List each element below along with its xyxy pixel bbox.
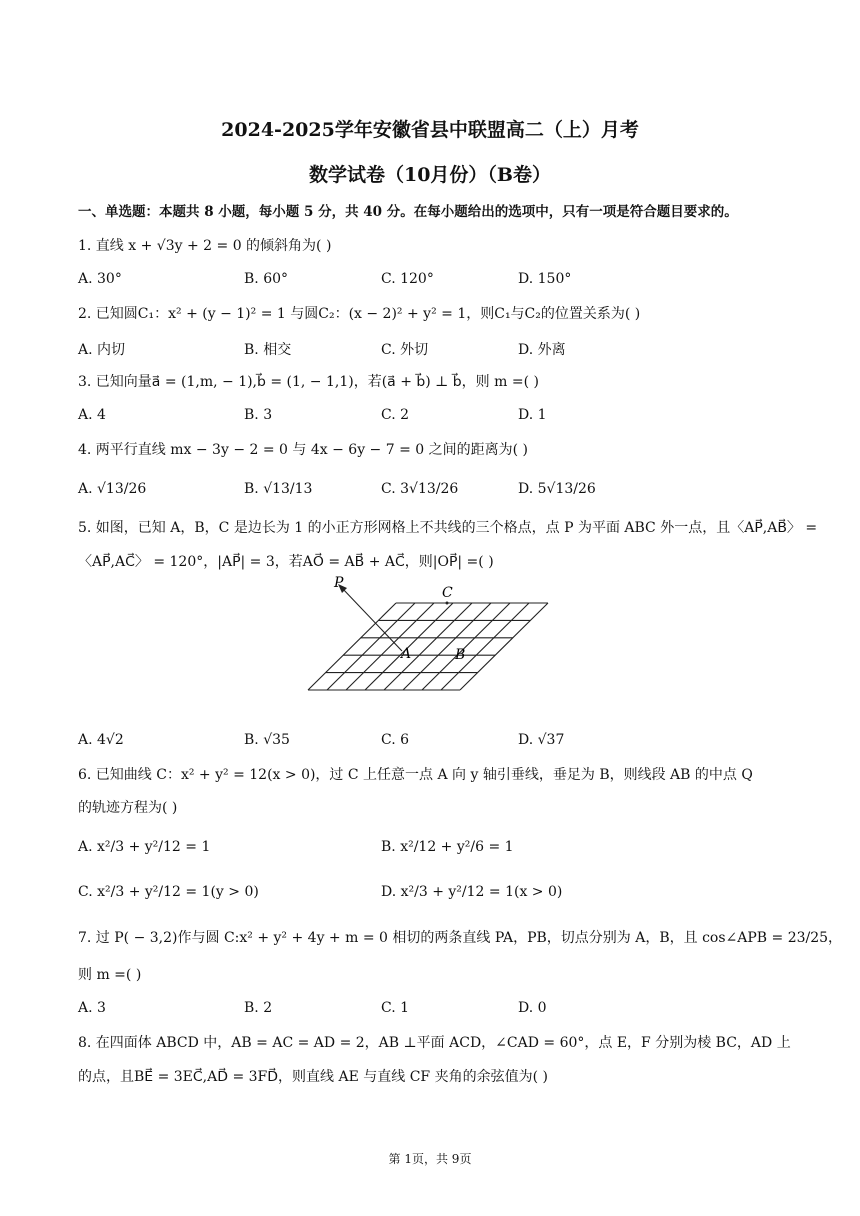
question-1-option-d: D. 150° bbox=[518, 271, 572, 287]
section-heading: 一、单选题：本题共 8 小题，每小题 5 分，共 40 分。在每小题给出的选项中，只有一项是符合题目要求的。 bbox=[78, 204, 738, 220]
question-2-option-b: B. 相交 bbox=[244, 342, 292, 358]
question-5-option-b: B. √35 bbox=[244, 732, 290, 748]
question-5-stem-line1: 5. 如图，已知 A，B，C 是边长为 1 的小正方形网格上不共线的三个格点，点 P 为平面 ABC 外一点，且〈AP⃗,AB⃗〉 = bbox=[78, 520, 818, 536]
question-7-stem-line1: 7. 过 P( − 3,2)作与圆 C:x² + y² + 4y + m = 0 相切的两条直线 PA，PB，切点分别为 A，B，且 cos∠APB = 23/25， bbox=[78, 930, 843, 946]
question-1-option-c: C. 120° bbox=[381, 271, 434, 287]
question-6-stem-line1: 6. 已知曲线 C：x² + y² = 12(x > 0)，过 C 上任意一点 A 向 y 轴引垂线，垂足为 B，则线段 AB 的中点 Q bbox=[78, 767, 753, 783]
question-1-option-b: B. 60° bbox=[244, 271, 289, 287]
exam-title-line2: 数学试卷（10月份）（B卷） bbox=[308, 164, 551, 186]
question-8-stem-line2: 的点，且BE⃗ = 3EC⃗,AD⃗ = 3FD⃗，则直线 AE 与直线 CF 夹角的余弦值为( ) bbox=[78, 1069, 548, 1085]
question-4-option-d: D. 5√13/26 bbox=[518, 481, 596, 497]
question-8-stem-line1: 8. 在四面体 ABCD 中，AB = AC = AD = 2，AB ⊥平面 ACD，∠CAD = 60°，点 E，F 分别为棱 BC，AD 上 bbox=[78, 1035, 791, 1051]
question-6-option-b: B. x²/12 + y²/6 = 1 bbox=[381, 839, 514, 855]
question-2-option-d: D. 外离 bbox=[518, 342, 566, 358]
label-p: P bbox=[334, 575, 344, 591]
question-2-option-a: A. 内切 bbox=[78, 342, 126, 358]
grid-column-line bbox=[460, 603, 548, 690]
question-1-stem: 1. 直线 x + √3y + 2 = 0 的倾斜角为( ) bbox=[78, 238, 332, 254]
question-5-option-d: D. √37 bbox=[518, 732, 565, 748]
page-number: 第 1页，共 9页 bbox=[388, 1152, 472, 1166]
question-1-option-a: A. 30° bbox=[78, 271, 122, 287]
question-3-option-d: D. 1 bbox=[518, 407, 547, 423]
label-a: A bbox=[401, 646, 412, 662]
question-2-stem: 2. 已知圆C₁：x² + (y − 1)² = 1 与圆C₂：(x − 2)² + y² = 1，则C₁与C₂的位置关系为( ) bbox=[78, 306, 641, 322]
grid-column-line bbox=[403, 603, 491, 690]
grid-column-line bbox=[346, 603, 434, 690]
question-7-option-d: D. 0 bbox=[518, 1000, 547, 1016]
label-b: B bbox=[455, 647, 466, 663]
vector-ap-arrow bbox=[342, 588, 402, 651]
question-4-option-a: A. √13/26 bbox=[78, 481, 147, 497]
question-5-stem-line2: 〈AP⃗,AC⃗〉 = 120°，|AP⃗| = 3，若AO⃗ = AB⃗ + AC⃗，则|OP⃗| =( ) bbox=[78, 554, 494, 570]
question-6-option-c: C. x²/3 + y²/12 = 1(y > 0) bbox=[78, 884, 259, 900]
label-c: C bbox=[442, 585, 453, 601]
question-3-stem: 3. 已知向量a⃗ = (1,m, − 1),b⃗ = (1, − 1,1)，若(a⃗ + b⃗) ⊥ b⃗，则 m =( ) bbox=[78, 374, 539, 390]
grid-column-line bbox=[308, 603, 396, 690]
grid-column-line bbox=[422, 603, 510, 690]
question-7-option-c: C. 1 bbox=[381, 1000, 410, 1016]
question-5-grid-figure bbox=[300, 572, 560, 697]
question-4-option-c: C. 3√13/26 bbox=[381, 481, 459, 497]
point-c-dot bbox=[446, 602, 449, 605]
question-3-option-c: C. 2 bbox=[381, 407, 410, 423]
question-4-stem: 4. 两平行直线 mx − 3y − 2 = 0 与 4x − 6y − 7 = 0 之间的距离为( ) bbox=[78, 442, 529, 458]
question-6-option-d: D. x²/3 + y²/12 = 1(x > 0) bbox=[381, 884, 563, 900]
question-6-option-a: A. x²/3 + y²/12 = 1 bbox=[78, 839, 211, 855]
question-7-option-b: B. 2 bbox=[244, 1000, 273, 1016]
exam-title-line1: 2024-2025学年安徽省县中联盟高二（上）月考 bbox=[221, 119, 639, 141]
question-5-option-c: C. 6 bbox=[381, 732, 410, 748]
question-5-option-a: A. 4√2 bbox=[78, 732, 124, 748]
question-4-option-b: B. √13/13 bbox=[244, 481, 313, 497]
question-2-option-c: C. 外切 bbox=[381, 342, 429, 358]
question-6-stem-line2: 的轨迹方程为( ) bbox=[78, 800, 178, 816]
question-7-stem-line2: 则 m =( ) bbox=[78, 967, 142, 983]
question-3-option-a: A. 4 bbox=[78, 407, 106, 423]
question-3-option-b: B. 3 bbox=[244, 407, 273, 423]
question-7-option-a: A. 3 bbox=[78, 1000, 106, 1016]
